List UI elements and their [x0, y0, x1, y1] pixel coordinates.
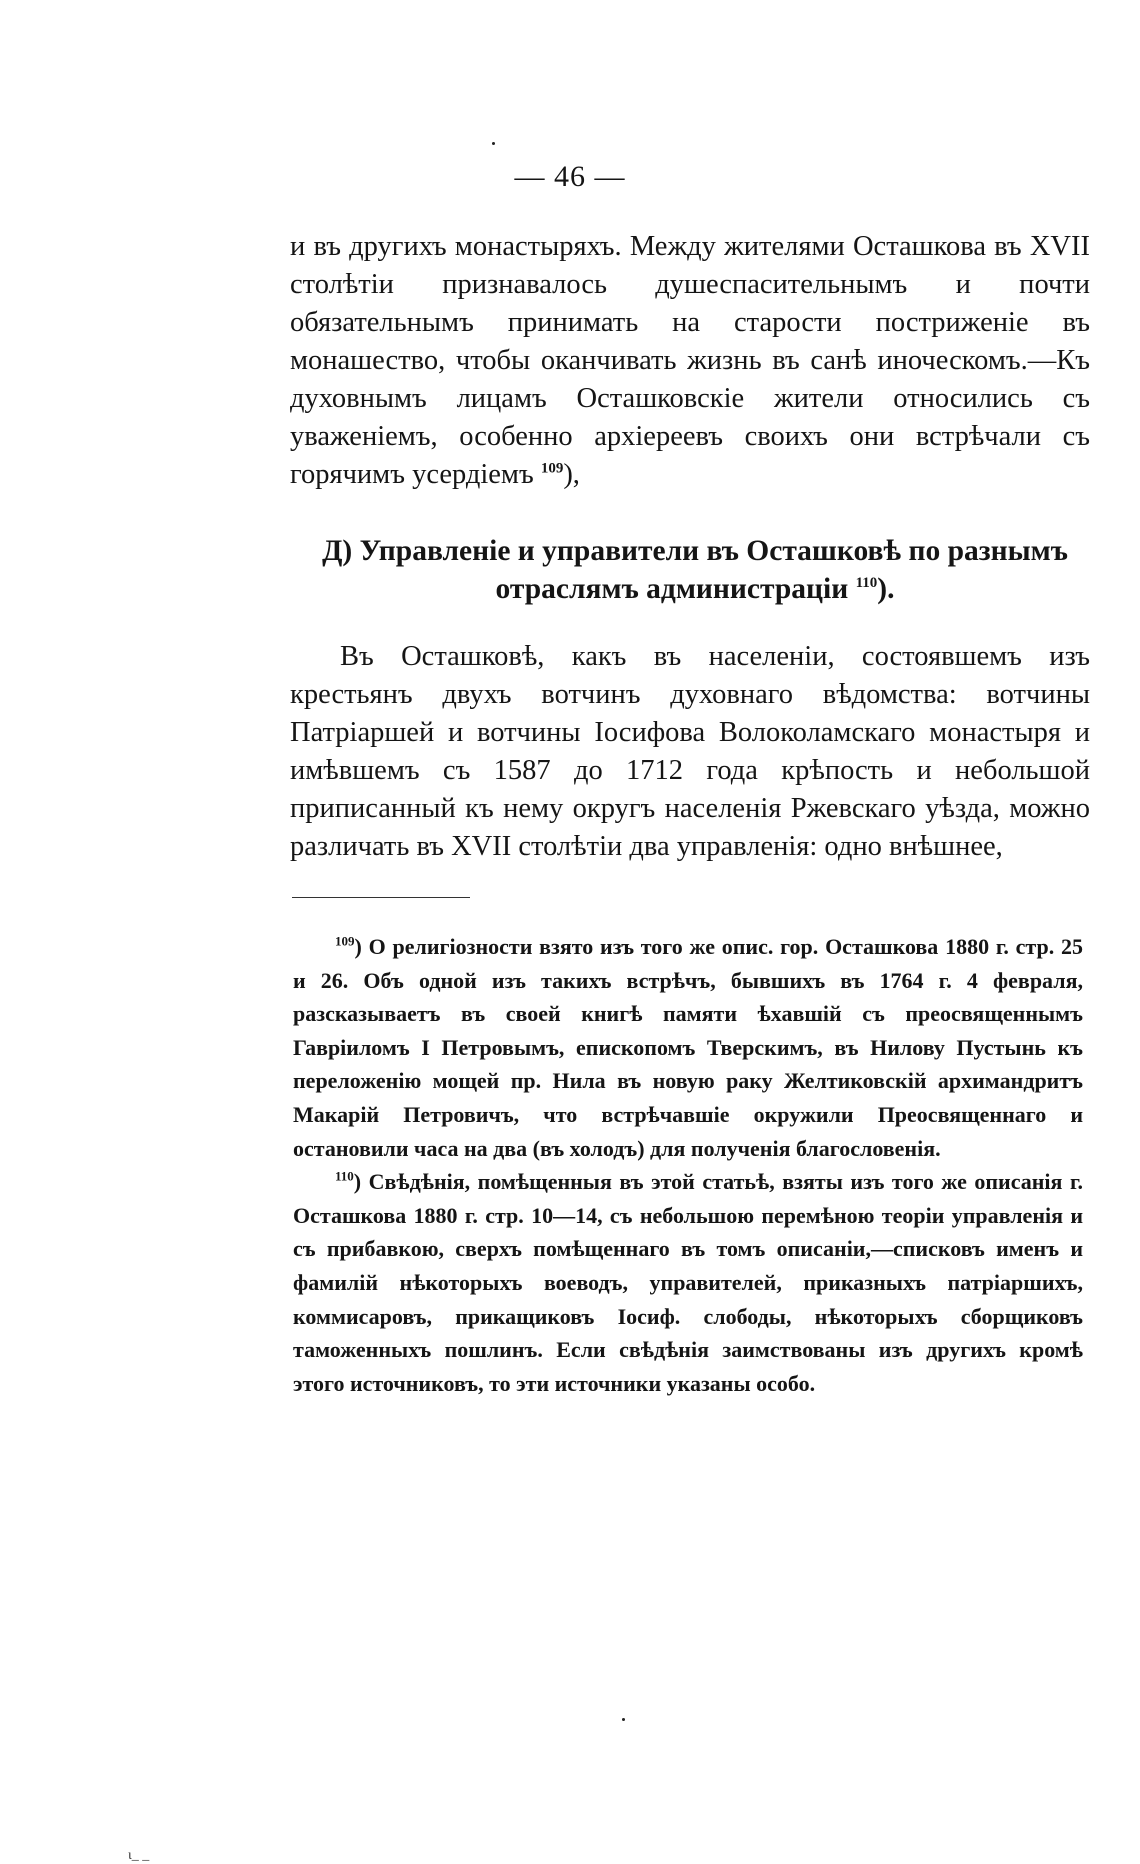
- paragraph-1: [290, 228, 1090, 494]
- paragraph-1-text: [290, 228, 1090, 494]
- footnote-109: [293, 930, 1083, 1165]
- scan-mark: ι_ _: [128, 1848, 150, 1863]
- paragraph-2: [290, 638, 1090, 866]
- paragraph-1-tail: ),: [563, 459, 580, 490]
- footnote-110-text: ) Свѣдѣнія, помѣщенныя въ этой статьѣ, взяты изъ того же описанія г. Осташкова 1880 г. стр. 10—14, съ небольшою перемѣною теоріи управленія и съ прибавкою, сверхъ помѣщеннаго въ томъ описаніи,—списковъ именъ и фамилій нѣкоторыхъ воеводъ, управителей, приказныхъ патріаршихъ, коммисаровъ, прикащиковъ Іосиф. слободы, нѣкоторыхъ сборщиковъ таможенныхъ пошлинъ. Если свѣдѣнія заимствованы изъ другихъ кромѣ этого источниковъ, то эти источники указаны особо.: [293, 1169, 1083, 1396]
- section-heading-tail: ).: [877, 573, 895, 605]
- footnote-110-number: 110: [335, 1168, 354, 1184]
- paragraph-2-text: Въ Осташковѣ, какъ въ населеніи, состоявшемъ изъ крестьянъ двухъ вотчинъ духовнаго вѣдомства: вотчины Патріаршей и вотчины Іосифова Волоколамскаго монастыря и имѣвшемъ съ 1587 до 1712 года крѣпость и небольшой приписанный къ нему округъ населенія Ржевскаго уѣзда, можно различать въ XVII столѣтіи два управленія: одно внѣшнее,: [290, 641, 1090, 862]
- paragraph-1-body: и въ другихъ монастыряхъ. Между жителями Осташкова въ XVII столѣтіи признавалось душеспасительнымъ и почти обязательнымъ принимать на старости постриженіе въ монашество, чтобы оканчивать жизнь въ санѣ иноческомъ.—Къ духовнымъ лицамъ Осташковскіе жители относились съ уваженіемъ, особенно архіереевъ своихъ они встрѣчали съ горячимъ усердіемъ: [290, 231, 1090, 490]
- section-heading: [300, 532, 1090, 608]
- footnote-ref-110[interactable]: 110: [855, 575, 878, 592]
- footnote-109-number: 109: [335, 933, 355, 949]
- footnote-109-text: ) О религіозности взято изъ того же опис. гор. Осташкова 1880 г. стр. 25 и 26. Объ одной изъ такихъ встрѣчъ, бывшихъ въ 1764 г. 4 февраля, разсказываетъ въ своей книгѣ памяти ѣхавшій съ преосвященнымъ Гавріиломъ I Петровымъ, епископомъ Тверскимъ, въ Нилову Пустынь къ переложенію мощей пр. Нила въ новую раку Желтиковскій архимандритъ Макарій Петровичъ, что встрѣчавшіе окружили Преосвященнаго и остановили часа на два (въ холодъ) для полученія благословенія.: [293, 934, 1083, 1161]
- footnote-110: [293, 1165, 1083, 1400]
- footnote-ref-109[interactable]: 109: [540, 460, 564, 477]
- footnote-divider: [292, 897, 470, 898]
- scan-speck: [622, 1718, 625, 1721]
- section-heading-text: Д) Управленіе и управители въ Осташковѣ по разнымъ отраслямъ администраціи: [322, 535, 1068, 605]
- footnotes: [293, 930, 1083, 1400]
- scan-speck: [492, 142, 495, 145]
- page-number: — 46 —: [514, 160, 626, 193]
